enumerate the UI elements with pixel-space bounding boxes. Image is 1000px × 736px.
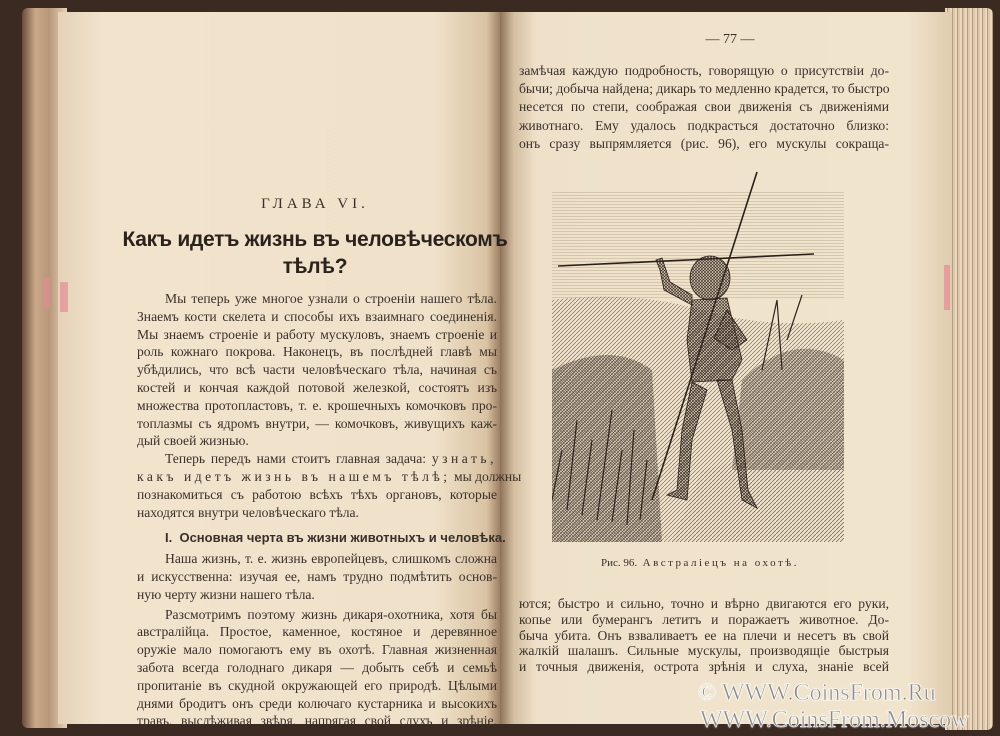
text-line: познакомиться съ работою всѣхъ тѣхъ органовъ, которые (137, 486, 497, 502)
left-body-text (137, 290, 522, 730)
text-span: мы должны (453, 468, 522, 484)
text-line: днями бродитъ онъ среди колючаго кустарника и высокихъ (137, 695, 497, 711)
text-line: забота всегда голоднаго дикаря — добыть себѣ и семьѣ (137, 659, 497, 675)
caption-label: Рис. 96. (601, 557, 638, 569)
text-line: Наша жизнь, т. е. жизнь европейцевъ, слишкомъ сложна (165, 551, 497, 567)
text-line: ются; быстро и сильно, точно и вѣрно двигаются его руки, (519, 596, 889, 611)
right-bottom-text (519, 596, 889, 675)
text-line: роль кожнаго покрова. Наконецъ, въ послѣдней главѣ мы (137, 344, 497, 360)
section-heading (137, 529, 506, 547)
text-line: бычи; добыча найдена; дикарь то медленно крадется, то быстро (519, 81, 890, 97)
text-line: Мы знаемъ строеніе и работу мускуловъ, знаемъ строеніе и (137, 326, 497, 342)
text-line: онъ сразу выпрямляется (рис. 96), его мускулы сокраща- (519, 135, 889, 151)
page-stain (60, 282, 68, 312)
page-stain (44, 278, 50, 308)
text-line: топлазмы съ ядромъ внутри, — комочковъ, живущихъ каж- (137, 415, 497, 431)
figure-caption (500, 557, 900, 569)
section-number: I. (165, 530, 173, 546)
text-line: быча убита. Онъ взваливаетъ ее на плечи и несетъ въ свой (519, 627, 889, 643)
text-line: копье или бумерангъ летитъ и поражаетъ животное. До- (519, 611, 889, 627)
section-title: Основная черта въ жизни животныхъ и человѣка. (179, 530, 506, 546)
text-line: и искусственна: изучая ее, намъ трудно подмѣтить основ- (137, 568, 497, 584)
text-line: оружіе мало помогаютъ ему въ охотѣ. Главная жизненная (137, 642, 497, 658)
text-line: убѣдились, что всѣ части человѣческаго тѣла, начиная съ (137, 362, 497, 378)
text-line: животнаго. Ему удалось подкрасться достаточно близко: (519, 117, 889, 133)
text-line (137, 468, 522, 486)
text-line: травъ, выслѣживая звѣря, напрягая свой слухъ и зрѣніе, (137, 713, 497, 729)
page-number: — 77 — (705, 32, 755, 47)
chapter-heading: ГЛАВА VI. (261, 196, 369, 212)
book-edge-right (945, 8, 993, 730)
text-line: несется по степи, соображая свои движенія съ движеніями (519, 99, 889, 115)
text-line: пропитаніе въ скудной окружающей его природѣ. Цѣлыми (137, 677, 497, 693)
spaced-text: узнать, (431, 451, 497, 467)
title-line: Какъ идетъ жизнь въ человѣческомъ (122, 228, 508, 251)
title-line: тѣлѣ? (282, 255, 348, 278)
text-line: ную черту жизни нашего тѣла. (137, 586, 315, 602)
text-line: замѣчая каждую подробность, говорящую о присутствіи до- (519, 63, 889, 78)
text-line: австралійца. Простое, каменное, костяное и деревянное (137, 624, 497, 640)
text-line: костей и кончая каждой потовой железкой, состоятъ изъ (137, 379, 497, 395)
watermark-line-2: WWW.CoinsFrom.Moscow (700, 707, 969, 733)
text-line: дый своей жизнью. (137, 433, 249, 449)
text-line: Знаемъ кости скелета и способы ихъ взаимнаго соединенія. (137, 308, 497, 324)
text-line (137, 450, 497, 468)
page-stain (944, 265, 950, 310)
caption-text: Австраліецъ на охотѣ. (642, 557, 799, 569)
text-line: находятся внутри человѣческаго тѣла. (137, 504, 359, 520)
text-line: Мы теперь уже многое узнали о строеніи нашего тѣла. (165, 291, 497, 306)
text-span: Теперь передъ нами стоитъ главная задача: (165, 451, 427, 467)
illustration-australian-hunter (552, 170, 844, 542)
text-line: жалкій шалашъ. Сильные мускулы, производящіе быстрыя (519, 643, 889, 659)
right-top-text (519, 62, 889, 153)
watermark-line-1: © WWW.CoinsFrom.Ru (698, 680, 936, 706)
chapter-title (100, 226, 530, 280)
text-line: Разсмотримъ поэтому жизнь дикаря-охотника, хотя бы (165, 606, 497, 622)
text-line: множества протопластовъ, т. е. крошечныхъ комочковъ про- (137, 397, 497, 413)
spaced-text: какъ идетъ жизнь въ нашемъ тѣлѣ; (137, 468, 451, 484)
text-line: и точныя движенія, острота зрѣнія и слуха, знаніе всей (519, 659, 889, 675)
